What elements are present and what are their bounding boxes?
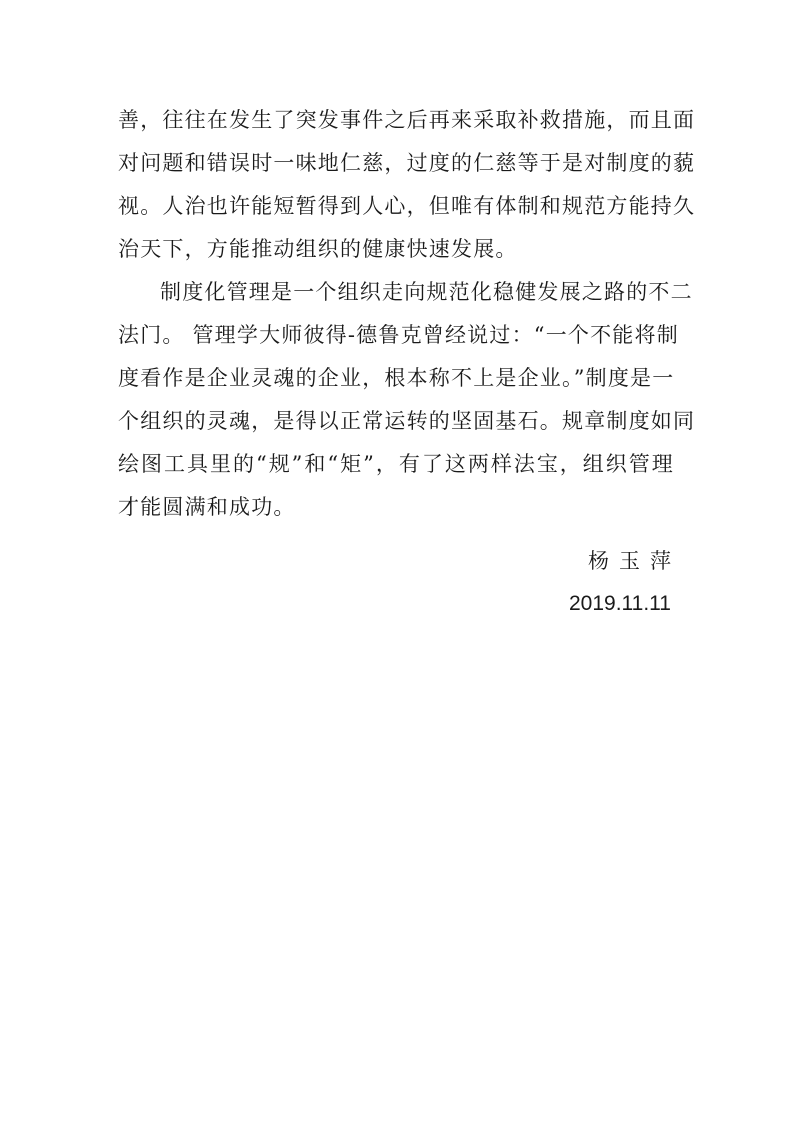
paragraph-line: 绘图工具里的“规”和“矩”，有了这两样法宝，组织管理 bbox=[118, 452, 674, 476]
paragraph-line: 视。人治也许能短暂得到人心，但唯有体制和规范方能持久 bbox=[118, 194, 696, 218]
paragraph-line: 法门。 管理学大师彼得-德鲁克曾经说过：“一个不能将制 bbox=[118, 323, 679, 347]
paragraph-line: 度看作是企业灵魂的企业，根本称不上是企业。”制度是一 bbox=[118, 366, 675, 390]
paragraph-line: 善，往往在发生了突发事件之后再来采取补救措施，而且面 bbox=[118, 108, 696, 132]
paragraph-line: 对问题和错误时一味地仁慈，过度的仁慈等于是对制度的藐 bbox=[118, 151, 696, 175]
paragraph-line: 个组织的灵魂，是得以正常运转的坚固基石。规章制度如同 bbox=[118, 409, 696, 433]
paragraph-line: 才能圆满和成功。 bbox=[118, 495, 296, 519]
paragraph-line: 治天下，方能推动组织的健康快速发展。 bbox=[118, 237, 518, 261]
paragraph-line: 制度化管理是一个组织走向规范化稳健发展之路的不二 bbox=[160, 280, 693, 304]
author-name: 杨玉萍 bbox=[588, 549, 681, 573]
document-date: 2019.11.11 bbox=[569, 592, 671, 615]
